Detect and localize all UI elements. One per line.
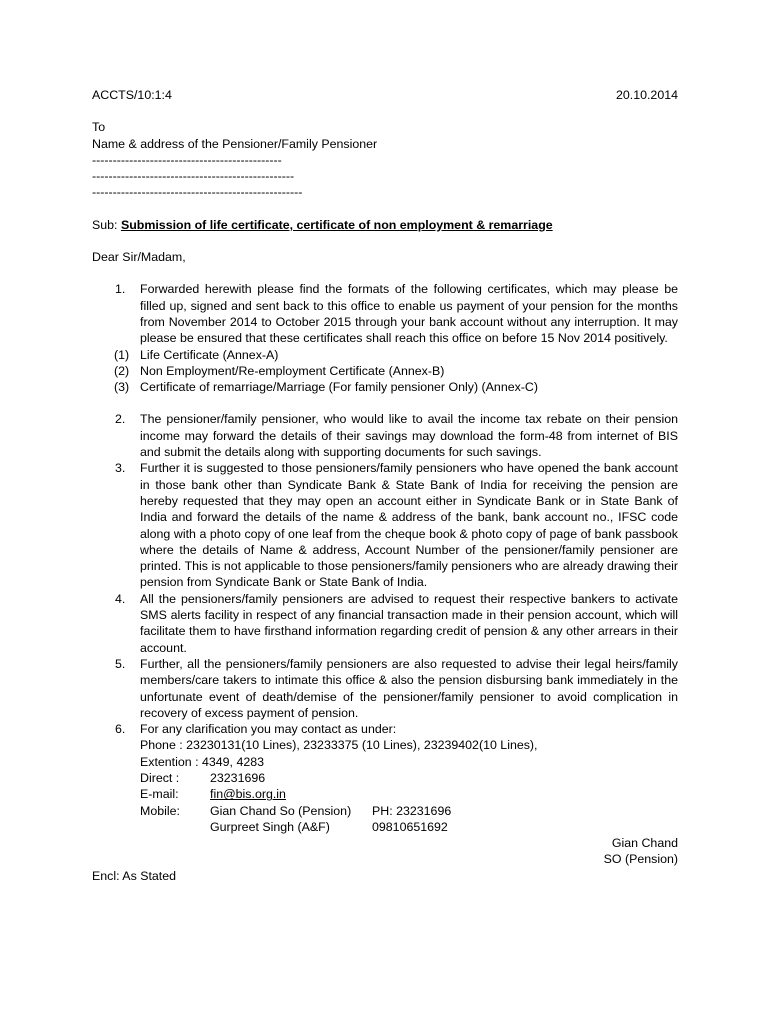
- item-number: 3.: [115, 461, 126, 476]
- certificate-number: (3): [114, 380, 130, 395]
- address-line-1: ----------------------------------------------: [92, 152, 282, 167]
- signatory-name: Gian Chand: [611, 836, 678, 851]
- certificate-item: [92, 347, 678, 363]
- reference-number: ACCTS/10:1:4: [92, 88, 172, 102]
- item-number: 1.: [115, 282, 126, 297]
- certificate-text: Non Employment/Re-employment Certificate (Annex-B): [140, 363, 445, 378]
- item-text: Further, all the pensioners/family pensioners are also requested to advise their legal heirs/family members/care takers to intimate this office & also the pension disbursing bank immediately in the unfortunate event of death/demise of the pensioner/family pensioner to avoid complication in recovery of excess payment of pension.: [140, 656, 678, 720]
- item-text: Further it is suggested to those pensioners/family pensioners who have opened the bank account in those bank other than Syndicate Bank & State Bank of India for receiving the pension are hereby requested that they may open an account either in Syndicate Bank or in State Bank of India and forward the details of the name & address of the bank, bank account no., IFSC code along with a photo copy of one leaf from the cheque book & photo copy of page of bank passbook where the details of Name & address, Account Number of the pensioner/family pensioner are printed. This is not applicable to those pensioners/family pensioners who are already drawing their pension from Syndicate Bank or State Bank of India.: [140, 461, 678, 590]
- list-item: [92, 721, 678, 737]
- direct-label: Direct :: [140, 770, 180, 785]
- item-number: 4.: [115, 591, 126, 606]
- letter-date: 20.10.2014: [615, 88, 678, 102]
- certificate-item: [92, 363, 678, 379]
- mobile-line-2: [140, 819, 678, 835]
- extension-line: Extention : 4349, 4283: [140, 754, 265, 769]
- certificate-number: (2): [114, 363, 130, 378]
- list-item: [92, 591, 678, 656]
- contact-details: [140, 737, 678, 835]
- address-line-3: ---------------------------------------------------: [92, 185, 303, 200]
- recipient-block: [92, 119, 678, 200]
- certificate-text: Certificate of remarriage/Marriage (For family pensioner Only) (Annex-C): [140, 380, 539, 395]
- contact-name: Gurpreet Singh (A&F): [210, 819, 330, 834]
- subject-prefix: Sub:: [92, 217, 121, 232]
- certificate-number: (1): [114, 347, 130, 362]
- item-text: Forwarded herewith please find the formats of the following certificates, which may please be filled up, signed and sent back to this office to enable us payment of your pension for the months from November 2014 to October 2015 through your bank account without any interruption. It may please be ensured that these certificates shall reach this office on before 15 Nov 2014 positively.: [140, 282, 678, 346]
- email-line: [140, 786, 678, 802]
- list-item: [92, 281, 678, 346]
- list-item: [92, 460, 678, 590]
- certificate-text: Life Certificate (Annex-A): [140, 347, 279, 362]
- recipient-name: Name & address of the Pensioner/Family Pensioner: [92, 136, 378, 151]
- to-label: To: [92, 120, 106, 135]
- contact-phone: PH: 23231696: [372, 803, 452, 818]
- contact-name: Gian Chand So (Pension): [210, 803, 352, 818]
- certificate-item: [92, 379, 678, 395]
- letter: [92, 87, 678, 884]
- contact-phone: 09810651692: [372, 819, 448, 834]
- subject-text: Submission of life certificate, certificate of non employment & remarriage: [120, 217, 553, 232]
- signatory-title: SO (Pension): [603, 852, 678, 867]
- item-text: All the pensioners/family pensioners are advised to request their respective bankers to activate SMS alerts facility in respect of any financial transaction made in their pension account, which will facilitate them to have firsthand information regarding credit of pension & any other arrears in their account.: [140, 591, 678, 655]
- list-item: [92, 656, 678, 721]
- item-list: [92, 281, 678, 835]
- address-line-2: -------------------------------------------------: [92, 169, 295, 184]
- list-item: [92, 411, 678, 460]
- item-text: The pensioner/family pensioner, who would like to avail the income tax rebate on their pension income may forward the details of their savings may download the form-48 from internet of BIS and submit the details along with supporting documents for such savings.: [140, 412, 678, 460]
- mobile-label: Mobile:: [140, 803, 180, 818]
- signature-block: [92, 835, 678, 868]
- subject-line: [92, 217, 678, 233]
- email-label: E-mail:: [140, 787, 179, 802]
- item-number: 2.: [115, 412, 126, 427]
- item-number: 6.: [115, 722, 126, 737]
- direct-line: [140, 770, 678, 786]
- salutation: Dear Sir/Madam,: [92, 250, 186, 265]
- item-text: For any clarification you may contact as under:: [140, 722, 397, 737]
- item-number: 5.: [115, 656, 126, 671]
- direct-value: 23231696: [210, 770, 266, 785]
- email-link[interactable]: fin@bis.org.in: [210, 787, 286, 802]
- enclosure-note: Encl: As Stated: [92, 868, 177, 883]
- letter-header: [92, 87, 678, 103]
- phone-line: Phone : 23230131(10 Lines), 23233375 (10 Lines), 23239402(10 Lines),: [140, 738, 538, 753]
- mobile-line-1: [140, 803, 678, 819]
